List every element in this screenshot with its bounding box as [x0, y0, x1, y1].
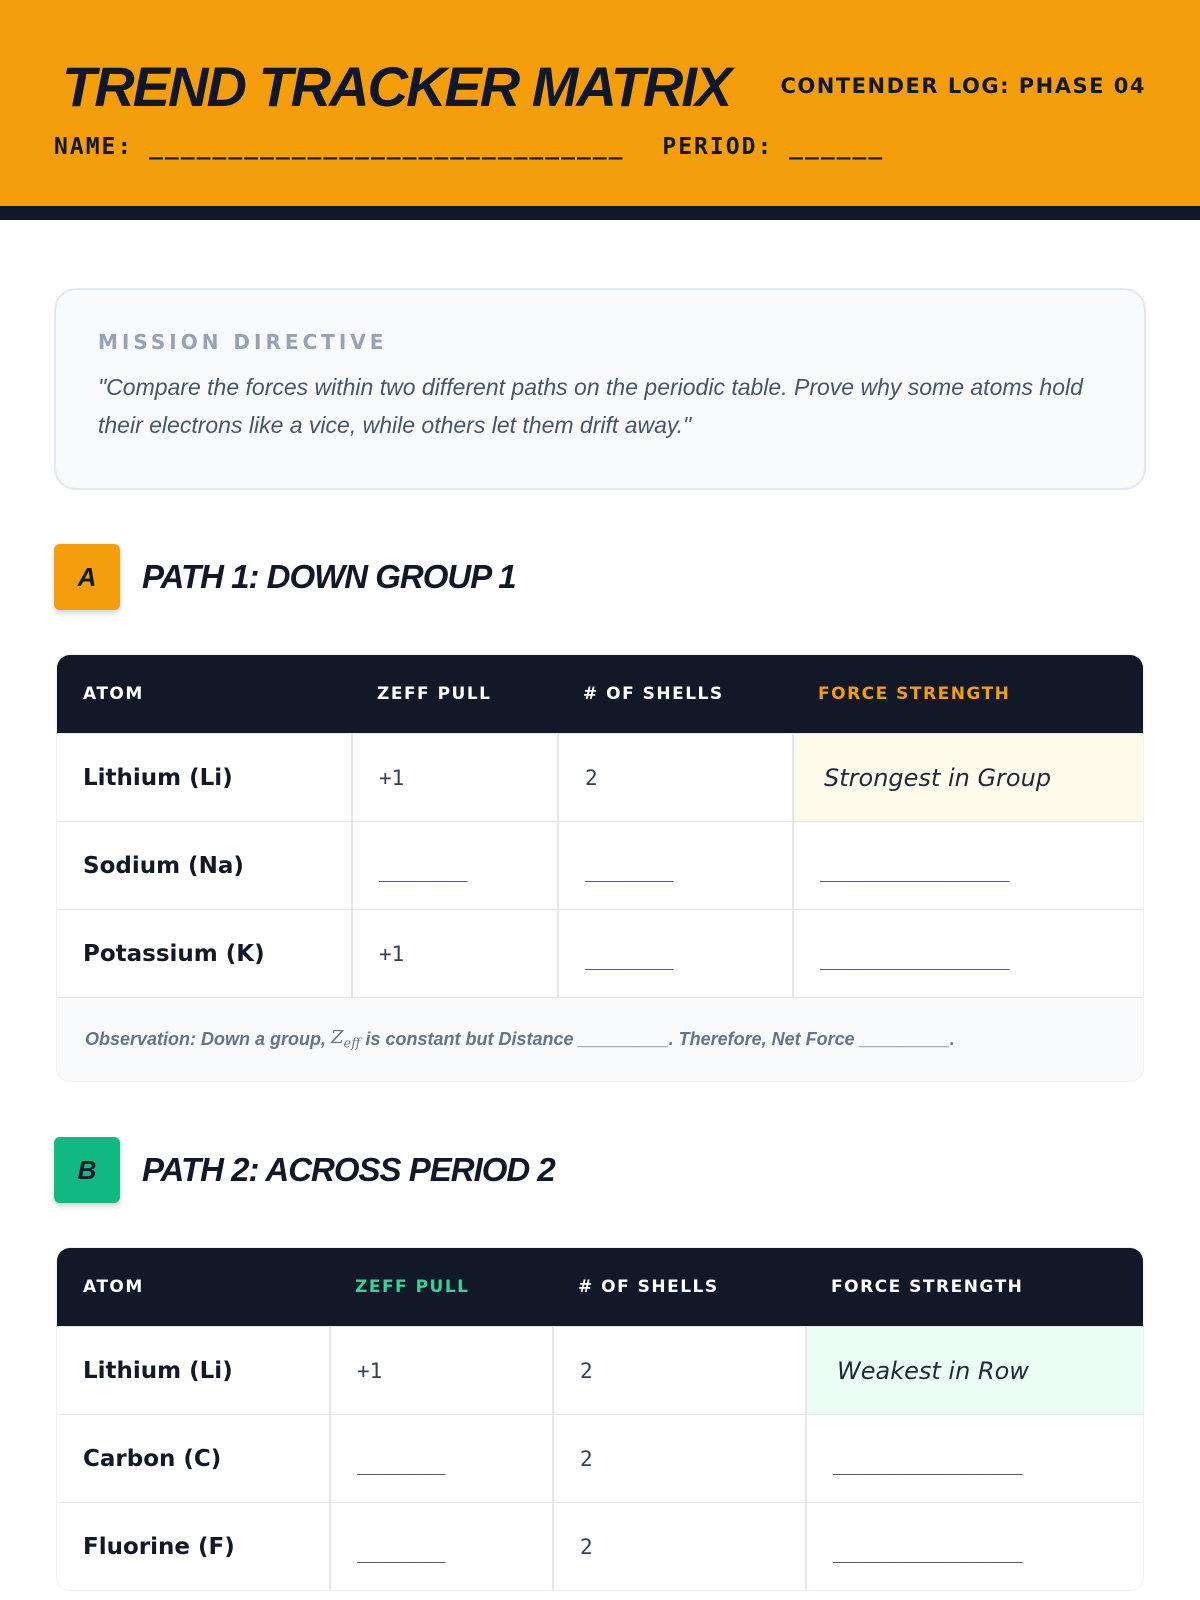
- force-cell: Strongest in Group: [792, 734, 1143, 821]
- observation-suffix[interactable]: is constant but Distance _________. Therefore, Net Force _________.: [365, 1029, 955, 1049]
- table-header-row: [57, 1248, 1143, 1326]
- section-a-header: [54, 544, 516, 610]
- name-field[interactable]: NAME: ______________________________: [54, 134, 625, 160]
- mission-directive-box: [54, 288, 1146, 490]
- force-blank[interactable]: _______________: [805, 1503, 1143, 1590]
- zeff-blank[interactable]: _______: [329, 1503, 552, 1590]
- zeff-blank[interactable]: _______: [351, 822, 557, 909]
- student-info-row: [54, 134, 906, 160]
- column-header-atom: ATOM: [83, 1277, 144, 1297]
- column-header-shells: # OF SHELLS: [583, 684, 724, 704]
- period-field[interactable]: PERIOD: ______: [662, 134, 885, 160]
- table-row: [57, 909, 1143, 997]
- path-1-table: [56, 654, 1144, 1082]
- atom-cell: Sodium (Na): [83, 852, 244, 879]
- shells-blank[interactable]: _______: [557, 910, 792, 997]
- observation-note: [57, 997, 1143, 1081]
- shells-cell: 2: [557, 734, 792, 821]
- atom-cell: Fluorine (F): [83, 1533, 235, 1560]
- shells-cell: 2: [552, 1327, 805, 1414]
- path-2-table: [56, 1247, 1144, 1591]
- directive-label: MISSION DIRECTIVE: [98, 330, 388, 354]
- zeff-cell: +1: [351, 734, 557, 821]
- shells-blank[interactable]: _______: [557, 822, 792, 909]
- zeff-symbol: $Z_{eff}$: [331, 1027, 361, 1052]
- section-a-badge: A: [54, 544, 120, 610]
- zeff-blank[interactable]: _______: [329, 1415, 552, 1502]
- zeff-cell: +1: [351, 910, 557, 997]
- table-row: [57, 1326, 1143, 1414]
- shells-cell: 2: [552, 1503, 805, 1590]
- observation-prefix: Observation: Down a group,: [85, 1029, 327, 1049]
- table-row: [57, 821, 1143, 909]
- table-header-row: [57, 655, 1143, 733]
- zeff-cell: +1: [329, 1327, 552, 1414]
- section-b-header: [54, 1137, 555, 1203]
- atom-cell: Carbon (C): [83, 1445, 222, 1472]
- section-a-title: PATH 1: DOWN GROUP 1: [142, 558, 516, 595]
- force-cell: Weakest in Row: [805, 1327, 1143, 1414]
- table-row: [57, 733, 1143, 821]
- column-header-shells: # OF SHELLS: [578, 1277, 719, 1297]
- force-blank[interactable]: _______________: [792, 822, 1143, 909]
- section-b-badge: B: [54, 1137, 120, 1203]
- column-header-force: FORCE STRENGTH: [831, 1277, 1024, 1297]
- table-row: [57, 1414, 1143, 1502]
- column-header-force: FORCE STRENGTH: [818, 684, 1011, 704]
- section-b-title: PATH 2: ACROSS PERIOD 2: [142, 1151, 555, 1188]
- column-header-atom: ATOM: [83, 684, 144, 704]
- contender-log-label: CONTENDER LOG: PHASE 04: [780, 74, 1146, 98]
- force-blank[interactable]: _______________: [792, 910, 1143, 997]
- atom-cell: Potassium (K): [83, 940, 265, 967]
- shells-cell: 2: [552, 1415, 805, 1502]
- force-blank[interactable]: _______________: [805, 1415, 1143, 1502]
- directive-quote: "Compare the forces within two different paths on the periodic table. Prove why some atoms hold their electrons like a vice, while others let them drift away.": [98, 374, 1083, 438]
- header-banner: [0, 0, 1200, 220]
- page-title: TREND TRACKER MATRIX: [62, 55, 731, 118]
- column-header-zeff: ZEFF PULL: [355, 1277, 470, 1297]
- table-row: [57, 1502, 1143, 1590]
- column-header-zeff: ZEFF PULL: [377, 684, 492, 704]
- atom-cell: Lithium (Li): [83, 1357, 233, 1384]
- atom-cell: Lithium (Li): [83, 764, 233, 791]
